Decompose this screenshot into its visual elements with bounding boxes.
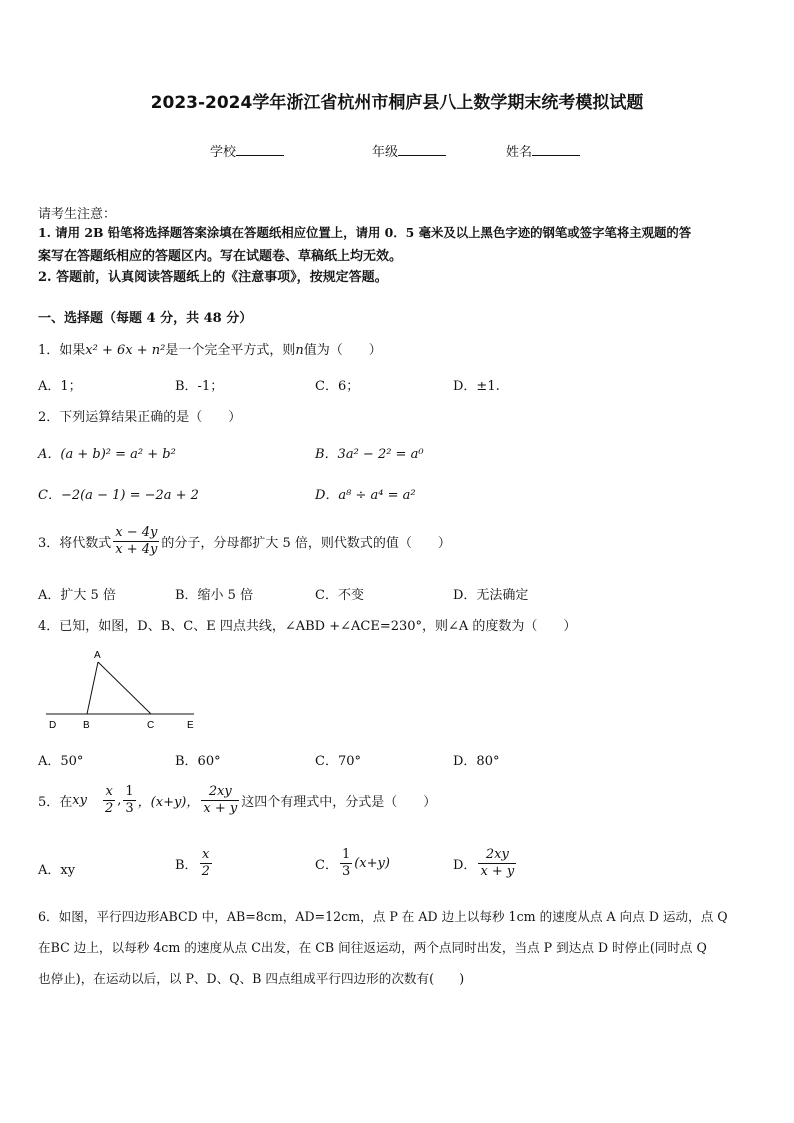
q3-fraction [113,525,159,558]
segment-AB [87,662,98,714]
q3-denominator: x + 4y [115,542,158,557]
notice-line2: 2. 答题前，认真阅读答题纸上的《注意事项》，按规定答题。 [38,270,388,285]
q5-option-b-fraction [200,847,212,880]
section-heading: 一、选择题（每题 4 分，共 48 分） [38,311,253,326]
grade-field [372,141,446,160]
question-3 [38,525,451,558]
q3-option-d[interactable]: D．无法确定 [453,588,529,603]
q1-expression: x² + 6x + n² [85,343,166,358]
q4-option-c[interactable]: C．70° [315,754,361,769]
q5-xpy: ，(x+y)， [137,795,200,810]
q5-fraction-2xy [201,784,239,817]
q3-option-c[interactable]: C．不变 [315,588,364,603]
q5-f2-denominator: 3 [125,801,134,816]
q5-tail: 这四个有理式中，分式是（ ） [241,795,437,810]
q5-option-c[interactable] [315,847,390,880]
q5-option-d-label: D． [453,858,477,873]
grade-label: 年级 [372,145,399,160]
q2-stem: 2．下列运算结果正确的是（ ） [38,410,242,425]
page-title: 2023-2024学年浙江省杭州市桐庐县八上数学期末统考模拟试题 [150,93,644,113]
segment-AC [98,662,151,714]
q5-option-b-label: B． [175,858,198,873]
name-field [506,141,580,160]
q5-xy: xy [72,793,87,808]
q5-f3-denominator: x + y [203,801,238,816]
grade-blank [398,143,446,156]
q3-tail: 的分子，分母都扩大 5 倍，则代数式的值（ ） [161,536,451,551]
q5-f3-numerator: 2xy [201,784,239,801]
name-label: 姓名 [506,145,533,160]
q4-option-a[interactable]: A．50° [38,754,84,769]
q2-option-a[interactable]: A．(a + b)² = a² + b² [38,447,176,462]
label-E: E [187,720,194,731]
q2-option-c[interactable]: C．−2(a − 1) = −2a + 2 [38,488,199,503]
q1-variable: n [295,343,304,358]
q1-option-b[interactable]: B．-1； [175,379,224,394]
q5-optd-denominator: x + y [480,864,515,879]
q1-option-c[interactable]: C．6； [315,379,360,394]
q6-line1: 6．如图，平行四边形ABCD 中，AB=8cm，AD=12cm，点 P 在 AD 边上以每秒 1cm 的速度从点 A 向点 D 运动，点 Q [38,909,728,924]
q5-optb-denominator: 2 [201,864,210,879]
school-field [210,141,284,160]
q5-optc-tail: (x+y) [354,856,390,871]
label-C: C [147,720,155,731]
q5-optb-numerator: x [200,847,212,864]
q5-head: 5．在 [38,795,73,810]
q4-option-b[interactable]: B．60° [175,754,221,769]
q1-option-a[interactable]: A．1； [38,379,82,394]
school-blank [236,143,284,156]
q5-f1-denominator: 2 [104,801,114,816]
q1-option-d[interactable]: D．±1. [453,379,500,394]
q4-option-d[interactable]: D．80° [453,754,500,769]
q3-option-b[interactable]: B．缩小 5 倍 [175,588,254,603]
q2-option-d[interactable]: D．a⁸ ÷ a⁴ = a² [315,488,416,503]
q1-tail2: 值为（ ） [303,343,382,358]
q5-optd-numerator: 2xy [478,847,516,864]
notice-line1a: 1. 请用 2B 铅笔将选择题答案涂填在答题纸相应位置上，请用 0．5 毫米及以上黑色字迹的钢笔或签字笔将主观题的答 [38,225,692,240]
q5-option-d[interactable] [453,847,518,880]
q5-option-c-label: C． [315,858,338,873]
q3-head: 3．将代数式 [38,536,112,551]
q5-f2-numerator: 1 [125,784,134,799]
question-5: 5．在xy $\frac{x}{2}$ , $\frac{1}{3}$ ，(x+y)， $\frac{2xy}{x + y}$ 这四个有理式中，分式是（ ） [38,784,437,816]
q1-number: 1．如果 [38,343,86,358]
q5-f1-numerator: x [103,784,115,801]
q5-option-d-fraction [478,847,516,880]
school-label: 学校 [210,145,237,160]
q6-line2: 在BC 边上，以每秒 4cm 的速度从点 C出发，在 CB 间往返运动，两个点同时出发，当点 P 到达点 D 时停止(同时点 Q [38,940,707,955]
label-B: B [83,720,90,731]
q3-numerator: x − 4y [115,525,158,540]
q4-figure [40,645,210,735]
name-blank [532,143,580,156]
q1-tail: 是一个完全平方式，则 [165,343,296,358]
label-A: A [94,650,101,661]
q3-option-a[interactable]: A．扩大 5 倍 [38,588,116,603]
q5-optc-numerator: 1 [341,847,351,862]
q5-fraction-x-2 [103,784,115,817]
q5-fraction-1-3 [123,784,135,817]
q6-line3: 也停止)，在运动以后，以 P、D、Q、B 四点组成平行四边形的次数有( ) [38,971,465,986]
q5-optc-denominator: 3 [341,864,351,879]
q5-option-b[interactable] [175,847,214,880]
q4-stem: 4．已知，如图，D、B、C、E 四点共线，∠ABD +∠ACE=230°，则∠A 的度数为（ ） [38,619,577,634]
notice-line1b: 案写在答题纸相应的答题区内。写在试题卷、草稿纸上均无效。 [38,249,403,264]
notice-heading: 请考生注意： [38,207,117,222]
label-D: D [49,720,57,731]
question-1 [38,339,382,358]
q5-option-c-fraction [340,847,352,880]
q2-option-b[interactable]: B．3a² − 2² = a⁰ [315,447,424,462]
q5-option-a[interactable]: A．xy [38,863,76,878]
